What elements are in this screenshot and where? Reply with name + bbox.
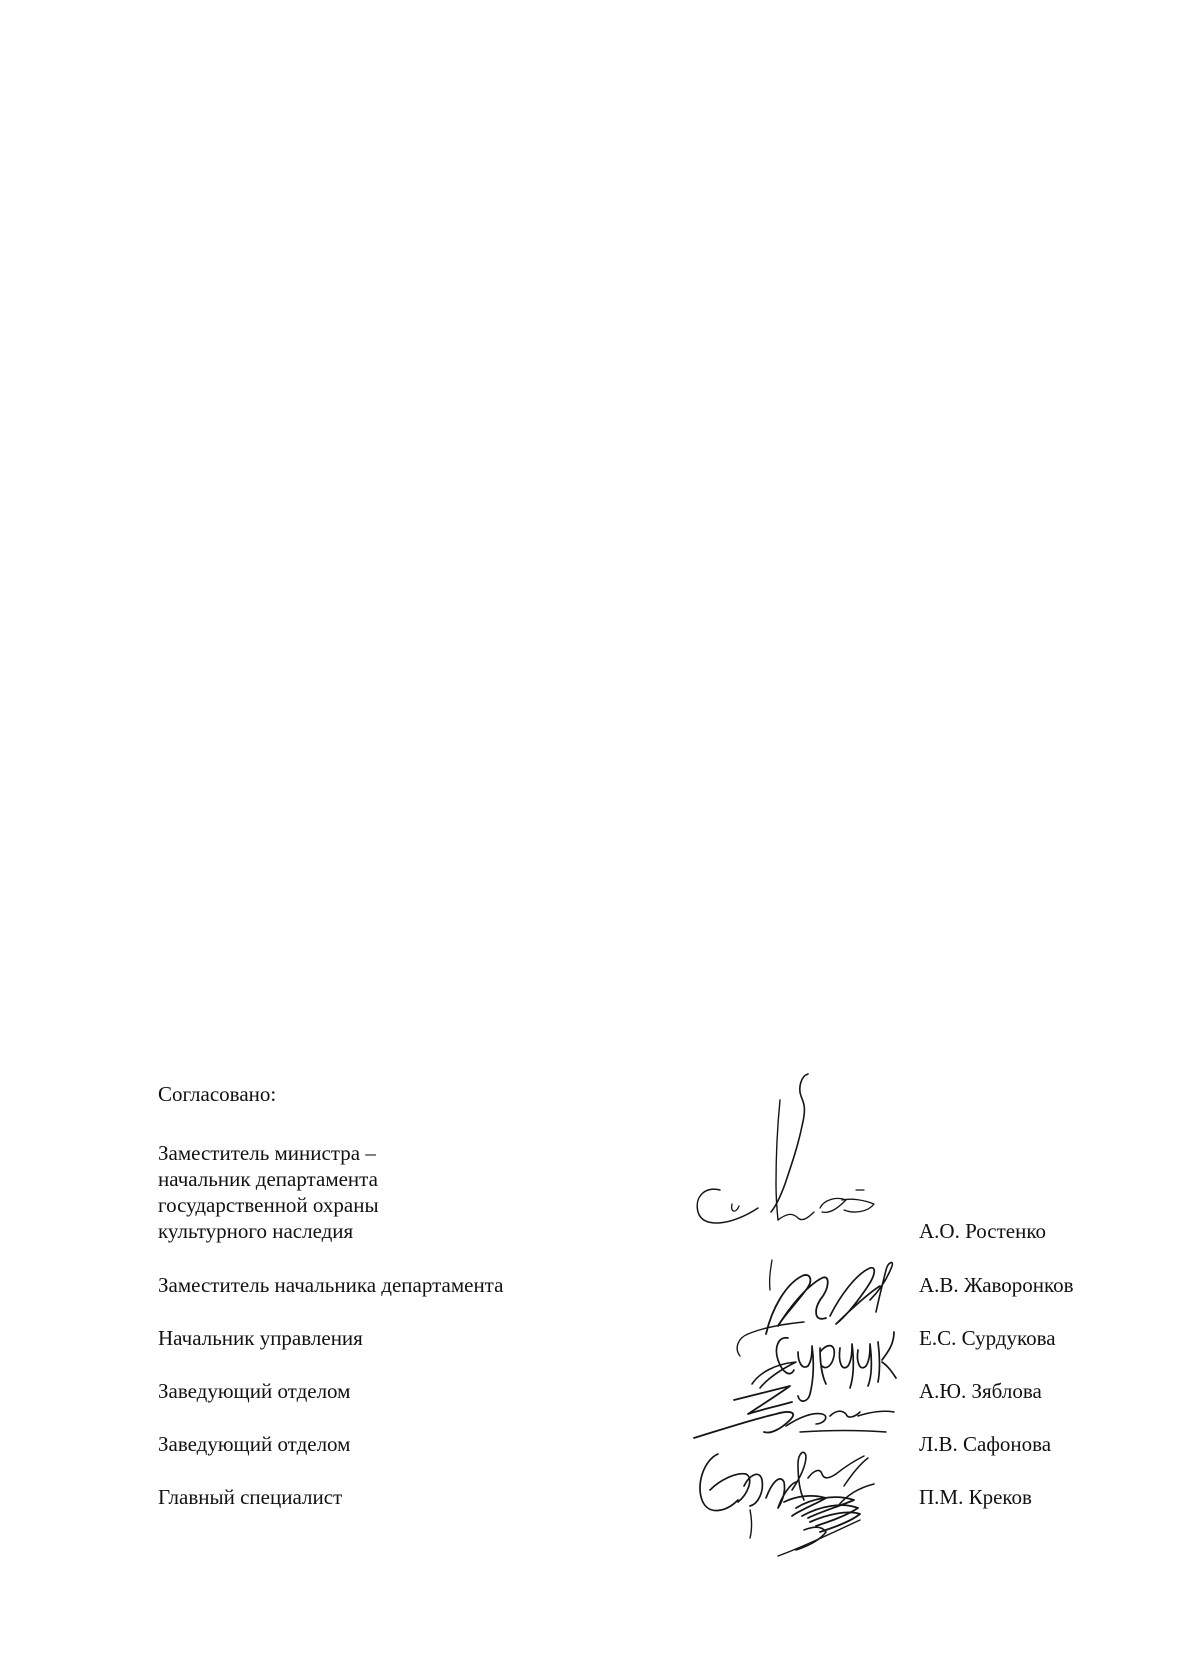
signatory-name: А.В. Жаворонков (919, 1273, 1074, 1297)
signatory-row (0, 1431, 1200, 1457)
signatory-position: Главный специалист (158, 1485, 343, 1509)
signature-zyablova (694, 1386, 894, 1438)
signatory-position: Заведующий отделом (158, 1432, 351, 1456)
signatory-row (0, 1484, 1200, 1510)
signatory-name: А.Ю. Зяблова (919, 1379, 1042, 1403)
signatory-position: Заведующий отделом (158, 1379, 351, 1403)
position-line: начальник департамента (158, 1167, 378, 1191)
signatory-name: Е.С. Сурдукова (919, 1326, 1056, 1350)
signatory-name: П.М. Креков (919, 1485, 1032, 1509)
signature-rostenko (697, 1074, 874, 1290)
signature-krekov (778, 1484, 874, 1556)
position-line: Заместитель министра – (158, 1141, 376, 1165)
signature-zhavoronkov (737, 1263, 892, 1356)
signatory-name: Л.В. Сафонова (919, 1432, 1052, 1456)
signatory-name: А.О. Ростенко (919, 1219, 1046, 1243)
approval-heading: Согласовано: (158, 1082, 277, 1106)
position-line: культурного наследия (158, 1219, 354, 1243)
signature-safonova (700, 1452, 868, 1538)
signatory-position (158, 1140, 379, 1244)
signatory-row (0, 1378, 1200, 1404)
signatory-row (0, 1272, 1200, 1298)
signatory-position: Начальник управления (158, 1326, 363, 1350)
position-line: государственной охраны (158, 1193, 379, 1217)
signatory-row (0, 1325, 1200, 1351)
signatory-position: Заместитель начальника департамента (158, 1273, 504, 1297)
signatory-row (0, 1141, 1200, 1244)
handwritten-signatures (680, 1060, 920, 1560)
